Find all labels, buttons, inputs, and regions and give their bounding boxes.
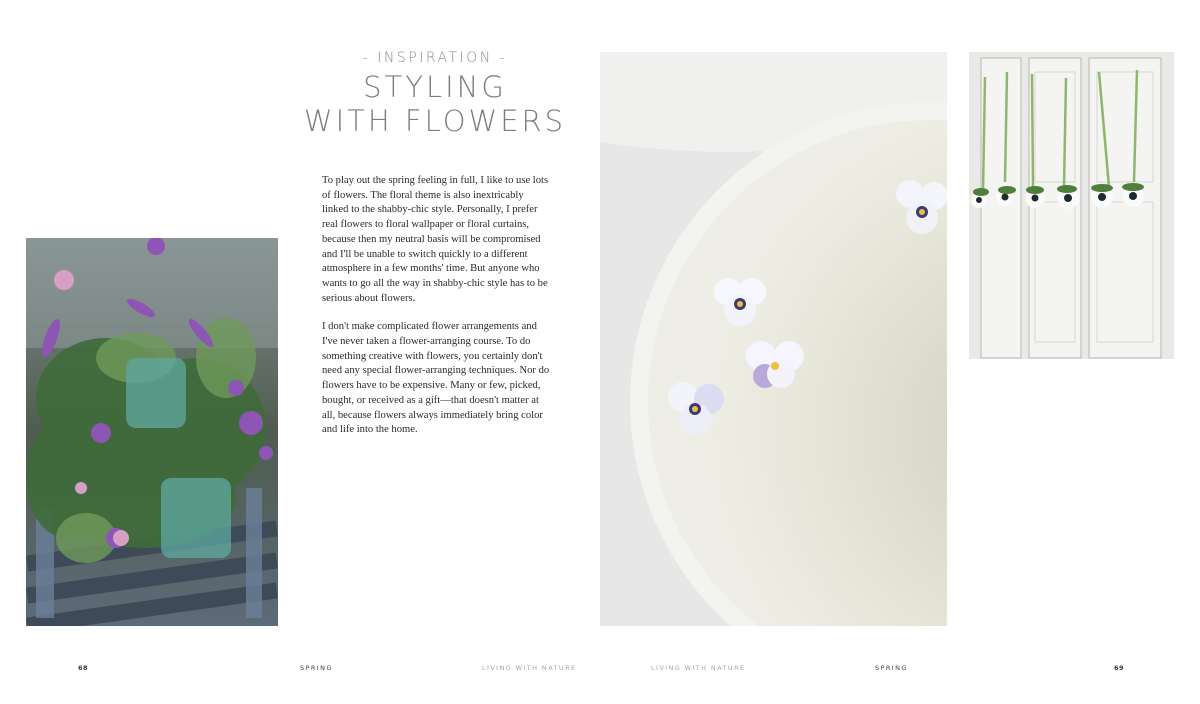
page-title-line-2: WITH FLOWERS <box>303 104 567 138</box>
right-book-title: LIVING WITH NATURE <box>651 664 746 672</box>
wildflowers-photo <box>26 238 278 626</box>
right-page-number: 69 <box>1114 664 1125 672</box>
hanging-flowers-photo <box>969 52 1174 359</box>
left-section-label: SPRING <box>300 664 333 672</box>
section-kicker: - INSPIRATION - <box>362 50 508 66</box>
right-section-label: SPRING <box>875 664 908 672</box>
left-page-number: 68 <box>78 664 89 672</box>
left-book-title: LIVING WITH NATURE <box>482 664 577 672</box>
page-title-line-1: STYLING <box>363 70 507 104</box>
pansy-bowl-photo <box>600 52 947 626</box>
body-paragraph-1: To play out the spring feeling in full, I like to use lots of flowers. The floral theme is also inextricably linked to the shabby-chic style. Personally, I prefer real flowers to floral wallpaper or floral curtains, because then my neutral basis will be compromised and I'll be unable to switch quickly to a different atmosphere in a few months' time. But anyone who wants to go all the way in shabby-chic style has to be serious about flowers. <box>322 175 549 304</box>
body-text <box>322 174 550 452</box>
body-paragraph-2: I don't make complicated flower arrangements and I've never taken a flower-arranging course. To do something creative with flowers, you certainly don't need any special flower-arranging techniques. Nor do flowers have to be expensive. Many or few, picked, bought, or received as a gift—that doesn't matter at all, because flowers always immediately bring color and life into the home. <box>322 321 550 436</box>
